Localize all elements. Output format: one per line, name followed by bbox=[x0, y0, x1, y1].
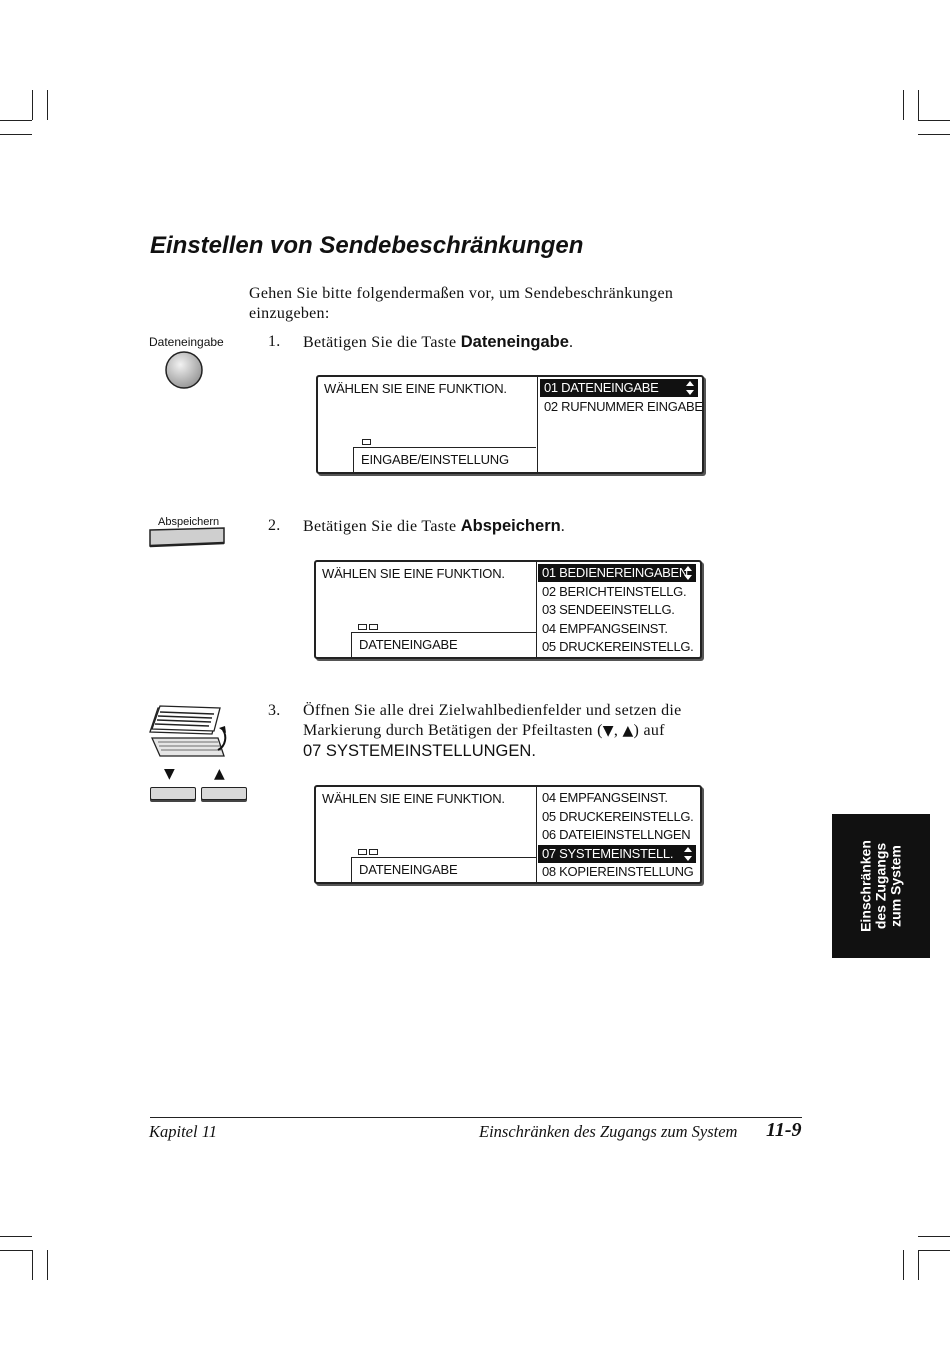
lcd-menu-item-label: 07 SYSTEMEINSTELL. bbox=[542, 846, 674, 861]
up-down-arrows-icon bbox=[686, 381, 694, 395]
lcd-menu-item-label: 01 DATENEINGABE bbox=[544, 380, 659, 395]
step-1-text-suffix: . bbox=[568, 334, 574, 351]
lcd-left-title: WÄHLEN SIE EINE FUNKTION. bbox=[322, 566, 505, 581]
lcd-menu-item[interactable] bbox=[538, 863, 696, 881]
lcd-bottom-label: DATENEINGABE bbox=[351, 632, 536, 657]
step-2-number: 2. bbox=[268, 517, 281, 534]
step-3-line-2 bbox=[303, 721, 682, 741]
step-3-line-1: Öffnen Sie alle drei Zielwahlbedienfelder und setzen die bbox=[303, 702, 682, 719]
step-2-text bbox=[303, 516, 565, 537]
step-3-line-3: 07 SYSTEMEINSTELLUNGEN. bbox=[303, 742, 536, 760]
lcd-menu-item-label: 05 DRUCKEREINSTELLG. bbox=[542, 809, 694, 824]
indicator-led bbox=[362, 439, 371, 445]
indicator-led bbox=[358, 624, 367, 630]
lcd-menu-item-label: 02 RUFNUMMER EINGABE bbox=[544, 399, 703, 414]
intro-line-2: einzugeben: bbox=[249, 305, 330, 322]
lcd-menu-item-label: 08 KOPIEREINSTELLUNG bbox=[542, 864, 694, 879]
step-1-number: 1. bbox=[268, 333, 281, 350]
arrow-down-icon: ▼ bbox=[164, 766, 175, 782]
indicator-led bbox=[358, 849, 367, 855]
intro-line-1: Gehen Sie bitte folgendermaßen vor, um Sendebeschränkungen bbox=[249, 285, 674, 302]
side-tab-line-2: des Zugangs bbox=[872, 842, 889, 930]
step-3-line-2-prefix: Markierung durch Betätigen der Pfeiltasten ( bbox=[303, 722, 603, 739]
lcd-menu-item-label: 04 EMPFANGSEINST. bbox=[542, 790, 668, 805]
lcd-menu-item-label: 03 SENDEEINSTELLG. bbox=[542, 602, 675, 617]
lcd-menu-item-label: 04 EMPFANGSEINST. bbox=[542, 621, 668, 636]
chapter-side-tab-text bbox=[859, 840, 904, 932]
step-3-line-2-suffix: ) auf bbox=[633, 722, 665, 739]
step-3-text bbox=[303, 701, 682, 761]
lcd-menu-item[interactable] bbox=[540, 398, 703, 416]
intro-text bbox=[249, 284, 673, 324]
lcd-divider bbox=[536, 562, 537, 657]
step-2-text-suffix: . bbox=[560, 518, 566, 535]
lcd-left-title: WÄHLEN SIE EINE FUNKTION. bbox=[324, 381, 507, 396]
lcd-menu-item[interactable] bbox=[538, 601, 696, 619]
step-1-key: Dateneingabe bbox=[460, 333, 569, 351]
step-2-text-prefix: Betätigen Sie die Taste bbox=[303, 518, 461, 535]
inline-arrow-up-icon: ▲ bbox=[622, 723, 634, 739]
lcd-menu-item[interactable] bbox=[538, 826, 696, 844]
lcd-bottom-label: DATENEINGABE bbox=[351, 857, 536, 882]
lcd-display-2 bbox=[314, 560, 702, 659]
lcd-menu-item[interactable] bbox=[538, 620, 696, 638]
lcd-menu-item[interactable] bbox=[538, 583, 696, 601]
lcd-menu-item-label: 06 DATEIEINSTELLNGEN bbox=[542, 827, 691, 842]
footer-page-number: 11-9 bbox=[766, 1119, 802, 1141]
lcd-menu-item-label: 01 BEDIENEREINGABEN bbox=[542, 565, 689, 580]
indicator-led bbox=[369, 849, 378, 855]
lcd-menu-item[interactable] bbox=[538, 845, 696, 863]
side-tab-line-3: zum System bbox=[887, 845, 904, 927]
lcd-menu-item-label: 05 DRUCKEREINSTELLG. bbox=[542, 639, 694, 654]
step-1-text bbox=[303, 332, 573, 353]
arrow-up-icon: ▲ bbox=[214, 766, 225, 782]
round-button-icon[interactable] bbox=[164, 350, 204, 390]
lcd-display-1 bbox=[316, 375, 704, 474]
step-3-number: 3. bbox=[268, 702, 281, 719]
abspeichern-key-label: Abspeichern bbox=[158, 516, 220, 528]
lcd-divider bbox=[536, 787, 537, 882]
lcd-menu-item[interactable] bbox=[538, 638, 696, 656]
panel-open-icon bbox=[148, 702, 230, 760]
footer-chapter: Kapitel 11 bbox=[149, 1122, 217, 1141]
lcd-display-3 bbox=[314, 785, 702, 884]
indicator-led bbox=[369, 624, 378, 630]
step-1-text-prefix: Betätigen Sie die Taste bbox=[303, 334, 461, 351]
lcd-menu-item[interactable] bbox=[540, 379, 698, 397]
up-down-arrows-icon bbox=[684, 847, 692, 861]
arrow-down-button[interactable] bbox=[150, 787, 196, 800]
inline-arrow-down-icon: ▼ bbox=[602, 723, 614, 739]
lcd-menu-item[interactable] bbox=[538, 564, 696, 582]
dateneingabe-key-label: Dateneingabe bbox=[149, 335, 224, 349]
page-title: Einstellen von Sendebeschränkungen bbox=[150, 232, 584, 259]
footer-rule bbox=[150, 1117, 802, 1118]
lcd-menu-item-label: 02 BERICHTEINSTELLG. bbox=[542, 584, 687, 599]
lcd-divider bbox=[537, 377, 538, 472]
lcd-menu-item[interactable] bbox=[538, 808, 696, 826]
lcd-left-title: WÄHLEN SIE EINE FUNKTION. bbox=[322, 791, 505, 806]
step-3-comma: , bbox=[613, 722, 623, 739]
arrow-up-button[interactable] bbox=[201, 787, 247, 800]
footer-section: Einschränken des Zugangs zum System bbox=[479, 1122, 738, 1141]
side-tab-line-1: Einschränken bbox=[857, 840, 874, 932]
lcd-bottom-label: EINGABE/EINSTELLUNG bbox=[353, 447, 536, 472]
up-down-arrows-icon bbox=[684, 566, 692, 580]
flat-button-icon[interactable] bbox=[148, 527, 226, 549]
step-2-key: Abspeichern bbox=[460, 517, 561, 535]
lcd-menu-item[interactable] bbox=[538, 789, 696, 807]
